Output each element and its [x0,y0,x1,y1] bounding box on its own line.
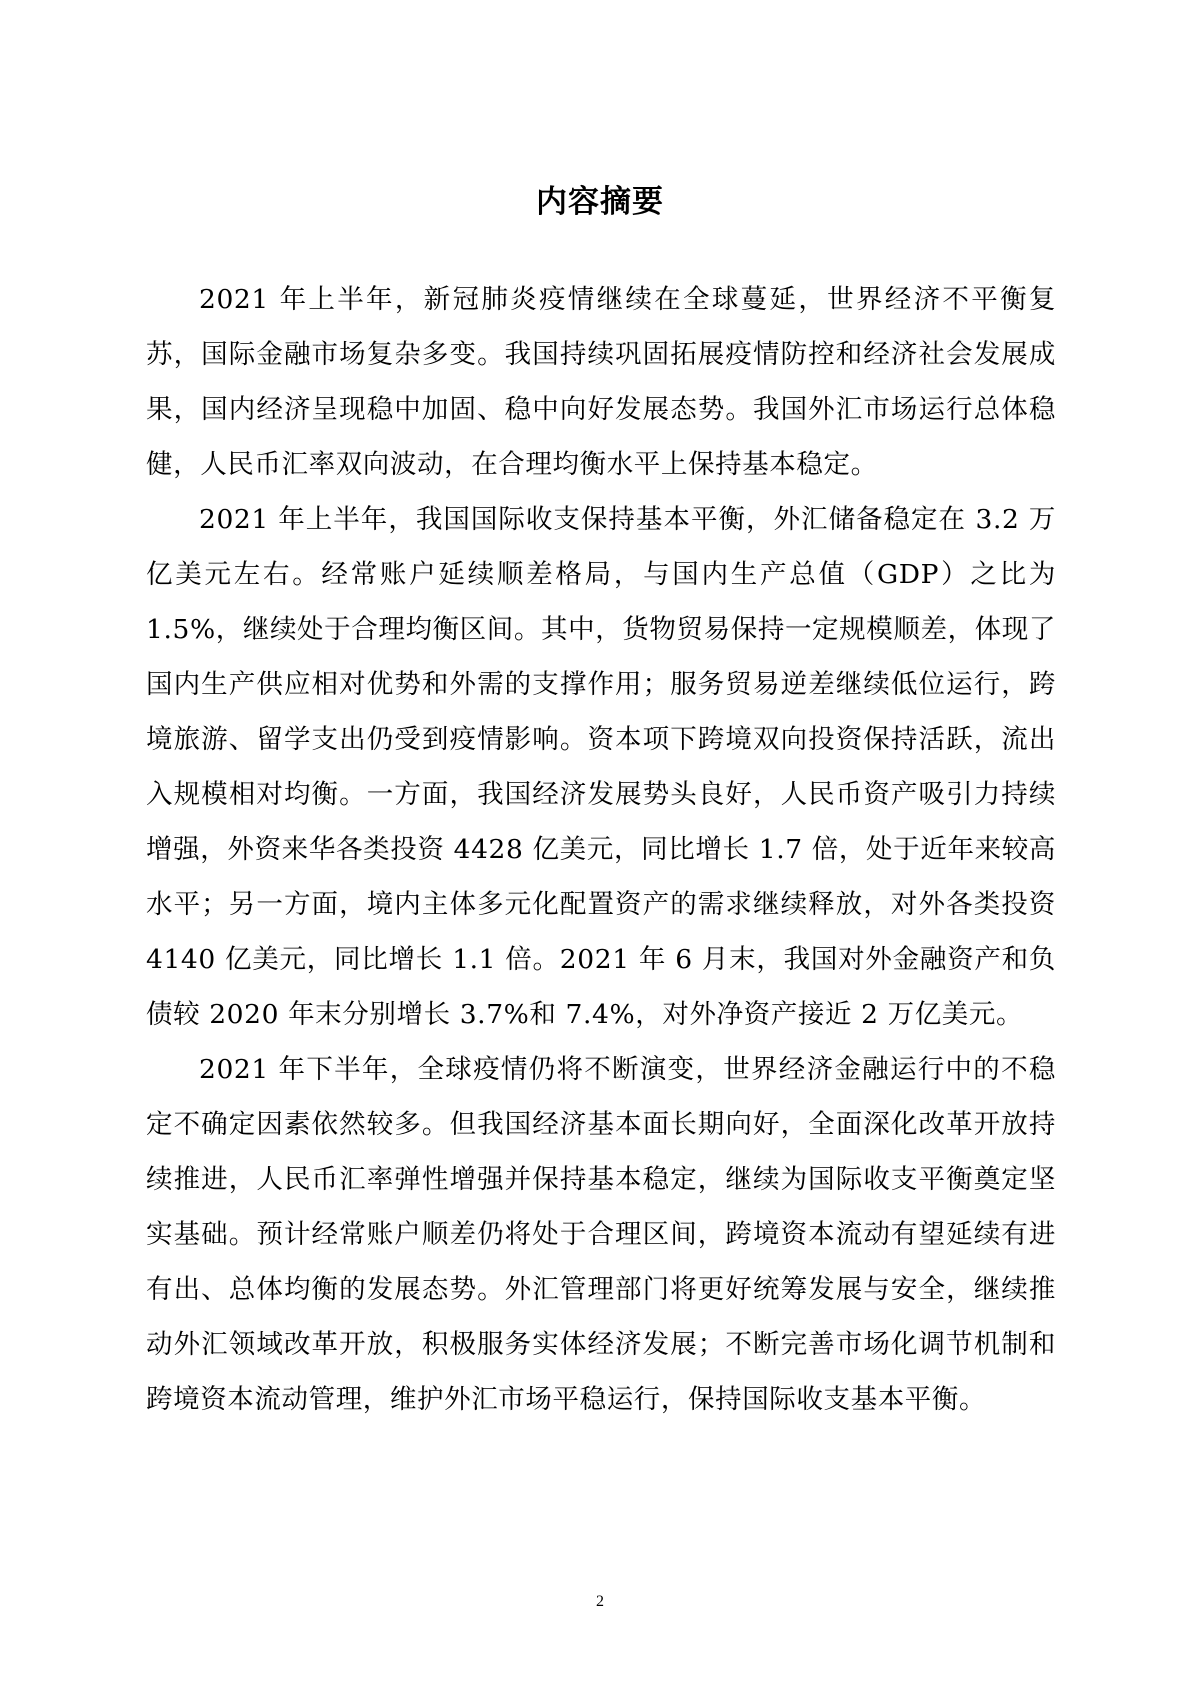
summary-body [146,272,1056,1427]
page-title: 内容摘要 [536,184,664,220]
page-number: 2 [596,1593,604,1610]
paragraph-2: 2021 年上半年，我国国际收支保持基本平衡，外汇储备稳定在 3.2 万亿美元左右。经常账户延续顺差格局，与国内生产总值（GDP）之比为 1.5%，继续处于合理均衡区间。其中，货物贸易保持一定规模顺差，体现了国内生产供应相对优势和外需的支撑作用；服务贸易逆差继续低位运行，跨境旅游、留学支出仍受到疫情影响。资本项下跨境双向投资保持活跃，流出入规模相对均衡。一方面，我国经济发展势头良好，人民币资产吸引力持续增强，外资来华各类投资 4428 亿美元，同比增长 1.7 倍，处于近年来较高水平；另一方面，境内主体多元化配置资产的需求继续释放，对外各类投资 4140 亿美元，同比增长 1.1 倍。2021 年 6 月末，我国对外金融资产和负债较 2020 年末分别增长 3.7%和 7.4%，对外净资产接近 2 万亿美元。 [146,504,1056,1030]
paragraph-3: 2021 年下半年，全球疫情仍将不断演变，世界经济金融运行中的不稳定不确定因素依然较多。但我国经济基本面长期向好，全面深化改革开放持续推进，人民币汇率弹性增强并保持基本稳定，继续为国际收支平衡奠定坚实基础。预计经常账户顺差仍将处于合理区间，跨境资本流动有望延续有进有出、总体均衡的发展态势。外汇管理部门将更好统筹发展与安全，继续推动外汇领域改革开放，积极服务实体经济发展；不断完善市场化调节机制和跨境资本流动管理，维护外汇市场平稳运行，保持国际收支基本平衡。 [146,1054,1056,1415]
paragraph-1: 2021 年上半年，新冠肺炎疫情继续在全球蔓延，世界经济不平衡复苏，国际金融市场复杂多变。我国持续巩固拓展疫情防控和经济社会发展成果，国内经济呈现稳中加固、稳中向好发展态势。我国外汇市场运行总体稳健，人民币汇率双向波动，在合理均衡水平上保持基本稳定。 [146,284,1056,480]
